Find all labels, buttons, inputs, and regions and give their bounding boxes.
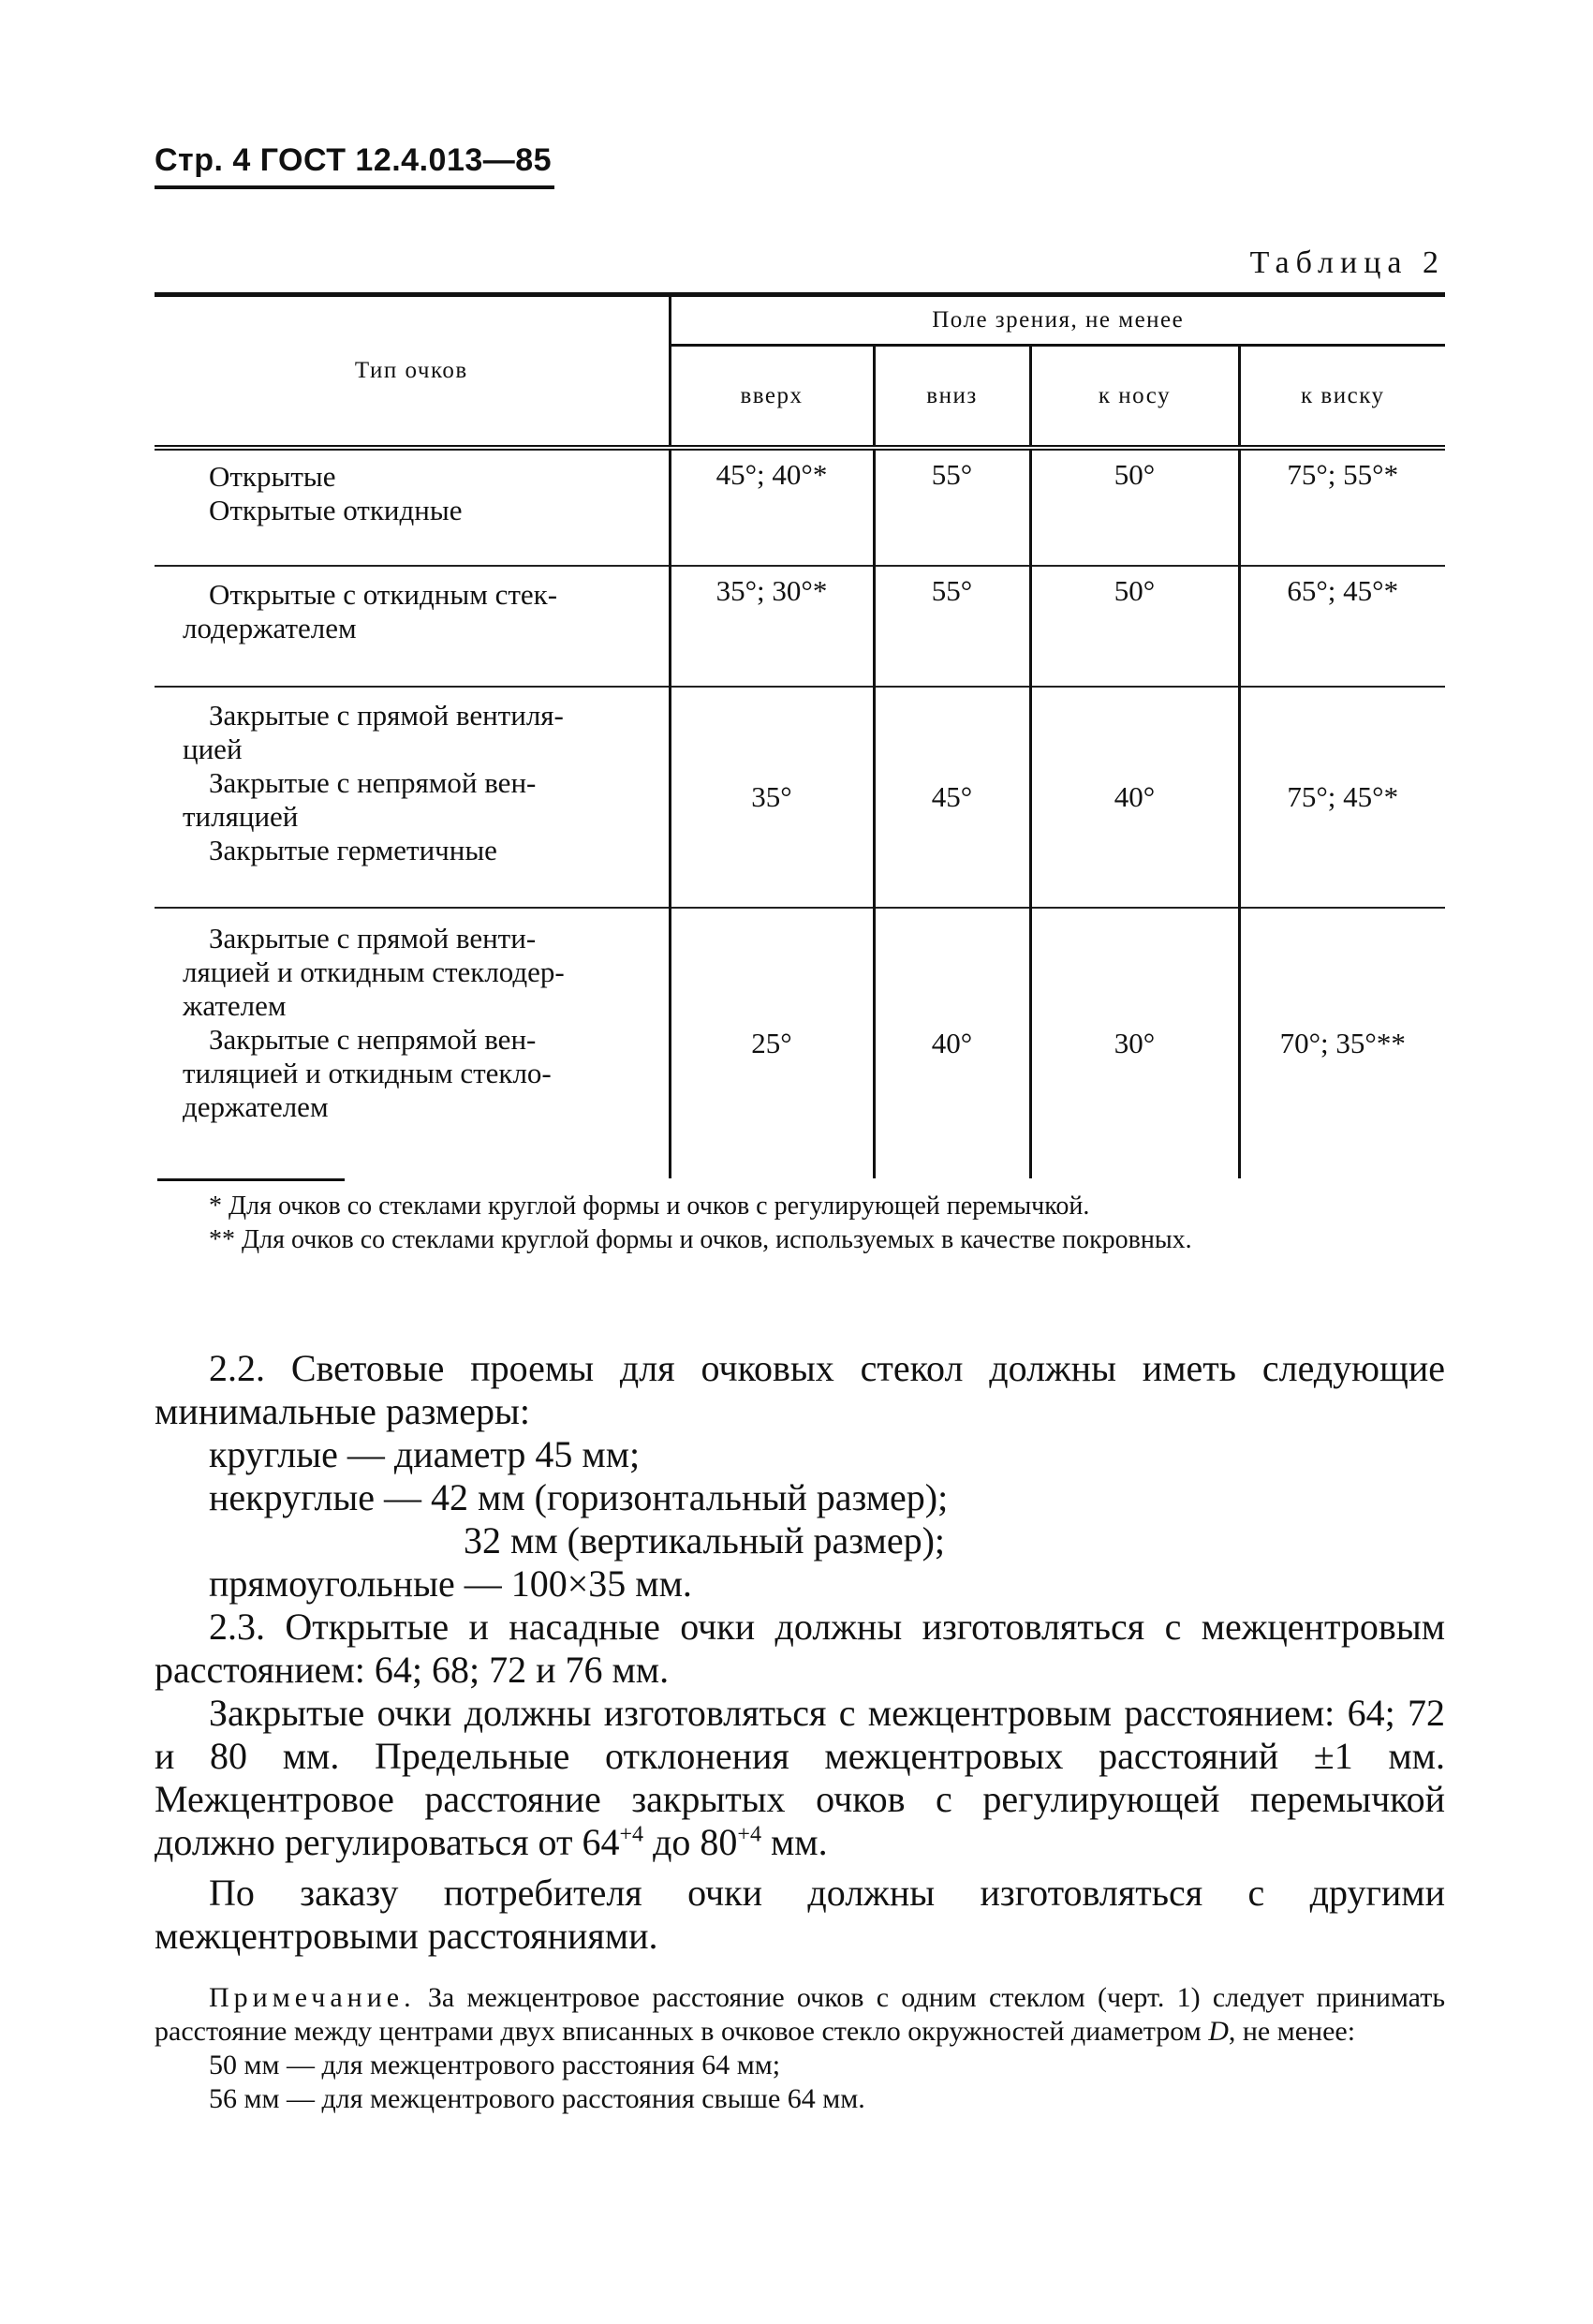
column-header-nose: к носу	[1030, 346, 1239, 449]
column-header-down: вниз	[874, 346, 1030, 449]
paragraph-2-3: 2.3. Открытые и насадные очки должны изготовляться с межцентровым расстоянием: 64; 68; 72 и 76 мм.	[155, 1606, 1445, 1691]
table-caption: Таблица 2	[1249, 245, 1445, 280]
value-temple: 75°; 55°*	[1239, 448, 1445, 566]
value-down: 55°	[874, 448, 1030, 566]
value-up: 35°; 30°*	[670, 566, 874, 687]
table-row	[155, 448, 1445, 566]
value-up: 35°	[670, 687, 874, 908]
header-rule	[155, 185, 554, 189]
note-text: Примечание. За межцентровое расстояние очков с одним стеклом (черт. 1) следует принимать расстояние между центрами двух вписанных в очковое стекло окружностей диаметром D, не менее:	[155, 1982, 1445, 2047]
paragraph-2-2: 2.2. Световые проемы для очковых стекол должны иметь следующие минимальные размеры:	[155, 1347, 1445, 1432]
value-nose: 50°	[1030, 566, 1239, 687]
value-nose: 30°	[1030, 908, 1239, 1178]
glasses-type-cell: Открытые Открытые откидные	[209, 460, 463, 526]
value-down: 45°	[874, 687, 1030, 908]
value-up: 45°; 40°*	[670, 448, 874, 566]
value-temple: 70°; 35°**	[1239, 908, 1445, 1178]
table-row	[155, 566, 1445, 687]
value-temple: 75°; 45°*	[1239, 687, 1445, 908]
note-label: Примечание.	[209, 1982, 416, 2013]
list-item: некруглые — 42 мм (горизонтальный размер);	[209, 1476, 949, 1518]
note-item: 50 мм — для межцентрового расстояния 64 мм;	[209, 2050, 781, 2080]
note	[155, 1981, 1445, 2116]
value-down: 55°	[874, 566, 1030, 687]
page-header: Стр. 4 ГОСТ 12.4.013—85	[155, 142, 553, 178]
note-item: 56 мм — для межцентрового расстояния свыше 64 мм.	[209, 2083, 865, 2114]
value-nose: 50°	[1030, 448, 1239, 566]
field-of-view-table	[155, 292, 1445, 1178]
value-temple: 65°; 45°*	[1239, 566, 1445, 687]
footnote-rule	[157, 1178, 345, 1181]
paragraph-2-3-closed: Закрытые очки должны изготовляться с межцентровым расстоянием: 64; 72 и 80 мм. Предельные отклонения межцентровых расстояний ±1 мм. Межцентровое расстояние закрытых очков с регулирующей перемычкой должно регулироваться от $64^{+4}$ до $80^{+4}$ мм.	[155, 1692, 1445, 1863]
glasses-type-cell: Закрытые с прямой вентиля- цией Закрытые с непрямой вен- тиляцией Закрытые герметичные	[155, 687, 670, 908]
paragraph-2-3-order: По заказу потребителя очки должны изготовляться с другими межцентровыми расстояниями.	[155, 1872, 1445, 1957]
column-header-temple: к виску	[1239, 346, 1445, 449]
value-up: 25°	[670, 908, 874, 1178]
glasses-type-cell: Закрытые с прямой венти- ляцией и откидным стеклодер- жателем Закрытые с непрямой вен- тиляцией и откидным стекло- держателем	[155, 908, 670, 1178]
footnotes	[155, 1190, 1445, 1257]
list-item: прямоугольные — 100×35 мм.	[209, 1562, 692, 1605]
footnote-2: ** Для очков со стеклами круглой формы и очков, используемых в качестве покровных.	[209, 1225, 1192, 1254]
footnote-1: * Для очков со стеклами круглой формы и очков с регулирующей перемычкой.	[209, 1192, 1090, 1221]
column-header-up: вверх	[670, 346, 874, 449]
value-down: 40°	[874, 908, 1030, 1178]
body-text	[155, 1347, 1445, 1958]
value-nose: 40°	[1030, 687, 1239, 908]
type-column-header: Тип очков	[155, 295, 670, 449]
table-row	[155, 908, 1445, 1178]
table-row	[155, 687, 1445, 908]
field-of-view-header: Поле зрения, не менее	[670, 295, 1445, 346]
list-item: 32 мм (вертикальный размер);	[464, 1519, 946, 1562]
list-item: круглые — диаметр 45 мм;	[209, 1433, 641, 1475]
glasses-type-cell: Открытые с откидным стек- лодержателем	[155, 566, 670, 687]
